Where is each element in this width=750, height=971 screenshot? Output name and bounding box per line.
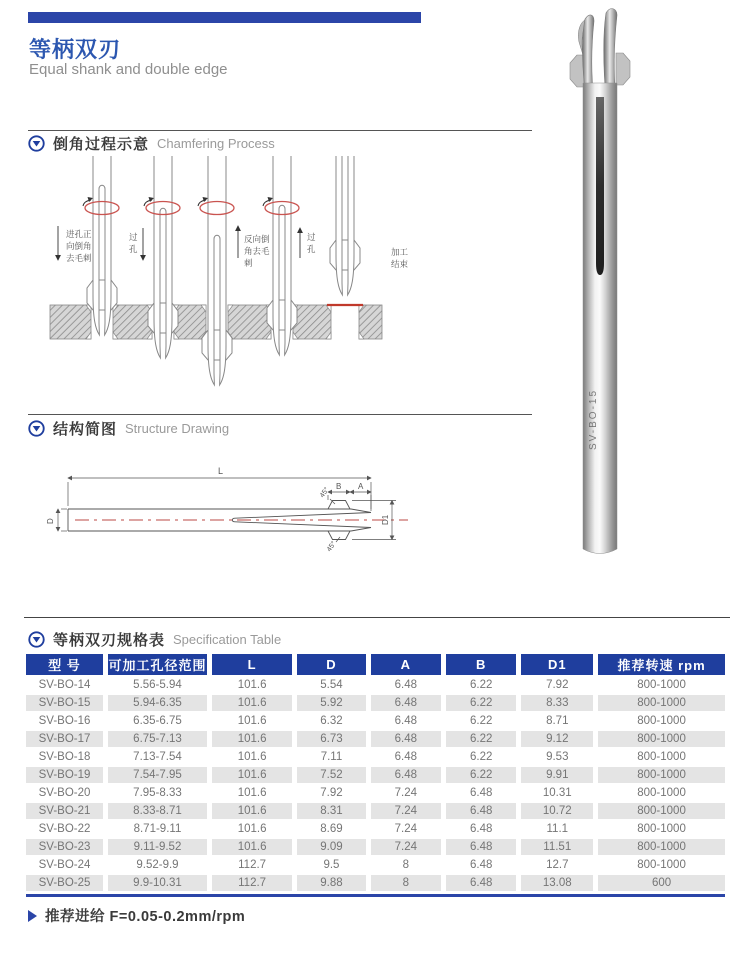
step3-label: 反向倒 [244,234,270,244]
shank-engraving: SV-BO-15 [588,388,599,450]
dim-B: B [336,482,342,491]
table-row [26,749,725,765]
spec-table [21,652,730,893]
table-header-row [26,654,725,675]
table-cell: 6.22 [446,749,516,765]
table-cell: 101.6 [212,839,292,855]
divider [28,130,532,131]
footnote [28,905,730,926]
table-cell: 9.11-9.52 [108,839,207,855]
table-cell: 9.12 [521,731,593,747]
table-cell: 6.48 [371,695,441,711]
table-cell: SV-BO-15 [26,695,103,711]
table-cell: 7.24 [371,821,441,837]
table-cell: 800-1000 [598,677,725,693]
tool-stage-2 [148,156,178,358]
table-cell: 6.48 [371,713,441,729]
table-cell: 6.48 [371,677,441,693]
table-row [26,731,725,747]
structure-drawing [40,452,440,572]
table-cell: 800-1000 [598,821,725,837]
table-cell: 8.71-9.11 [108,821,207,837]
rotation-arrow-icon [83,197,299,215]
divider [28,414,532,415]
step5-label: 加工 [391,247,409,257]
table-cell: 9.88 [297,875,365,891]
table-cell: 6.22 [446,731,516,747]
table-cell: SV-BO-16 [26,713,103,729]
col-hole-range: 可加工孔径范围 [108,654,207,675]
table-cell: 5.94-6.35 [108,695,207,711]
table-cell: 6.22 [446,677,516,693]
table-cell: 101.6 [212,677,292,693]
svg-text:孔: 孔 [129,244,138,254]
dim-A: A [358,482,364,491]
table-cell: 7.13-7.54 [108,749,207,765]
table-cell: 6.48 [446,785,516,801]
table-cell: 800-1000 [598,695,725,711]
table-cell: 101.6 [212,821,292,837]
table-row [26,677,725,693]
table-cell: 6.48 [446,821,516,837]
table-row [26,839,725,855]
table-cell: 112.7 [212,875,292,891]
table-cell: 600 [598,875,725,891]
table-cell: 8.33 [521,695,593,711]
spec-table-section [21,652,730,926]
section-title-cn: 倒角过程示意 [53,136,150,153]
table-cell: 6.48 [446,857,516,873]
table-cell: 6.32 [297,713,365,729]
spec-table-body [26,677,725,891]
page-title: 等柄双刃 [29,37,122,62]
tool-stage-3 [202,156,232,385]
table-cell: 13.08 [521,875,593,891]
section-title-en: Chamfering Process [157,136,275,151]
svg-text:刺: 刺 [244,258,253,268]
table-cell: 12.7 [521,857,593,873]
section-marker-icon [28,631,45,648]
section-title-cn: 等柄双刃规格表 [53,632,166,649]
table-cell: 6.48 [446,803,516,819]
table-cell: 8.31 [297,803,365,819]
col-L: L [212,654,292,675]
chamfering-process-diagram [20,156,440,406]
table-cell: 101.6 [212,803,292,819]
table-cell: 8.33-8.71 [108,803,207,819]
table-cell: SV-BO-23 [26,839,103,855]
table-cell: 7.92 [521,677,593,693]
svg-text:角去毛: 角去毛 [244,246,270,256]
col-D1: D1 [521,654,593,675]
table-cell: 7.54-7.95 [108,767,207,783]
svg-text:孔: 孔 [307,244,316,254]
table-cell: SV-BO-25 [26,875,103,891]
table-row [26,695,725,711]
page-subtitle: Equal shank and double edge [29,61,228,78]
table-row [26,875,725,891]
triangle-bullet-icon [28,910,37,922]
table-cell: 7.95-8.33 [108,785,207,801]
table-cell: 8 [371,857,441,873]
table-cell: 101.6 [212,785,292,801]
dim-D: D [46,518,55,524]
dim-angle-bottom: 45° [325,540,338,554]
table-row [26,821,725,837]
table-cell: 7.24 [371,785,441,801]
table-row [26,785,725,801]
svg-text:向倒角: 向倒角 [66,241,92,251]
table-cell: SV-BO-21 [26,803,103,819]
table-row [26,803,725,819]
table-cell: 6.48 [371,767,441,783]
table-cell: SV-BO-17 [26,731,103,747]
table-cell: 11.1 [521,821,593,837]
svg-text:去毛刺: 去毛刺 [66,253,92,263]
dim-L: L [218,466,224,476]
table-cell: 800-1000 [598,731,725,747]
table-cell: 101.6 [212,731,292,747]
table-cell: 101.6 [212,749,292,765]
col-D: D [297,654,365,675]
table-cell: 6.22 [446,767,516,783]
table-cell: 101.6 [212,767,292,783]
divider [24,617,730,618]
table-cell: 800-1000 [598,803,725,819]
table-cell: 9.9-10.31 [108,875,207,891]
table-row [26,767,725,783]
dim-angle-top: 45° [318,486,331,500]
table-cell: 7.24 [371,839,441,855]
table-cell: 800-1000 [598,785,725,801]
table-cell: 101.6 [212,695,292,711]
table-cell: 11.51 [521,839,593,855]
table-cell: 6.22 [446,695,516,711]
tool-slot [596,97,604,275]
svg-text:结束: 结束 [391,259,409,269]
table-cell: 6.48 [446,839,516,855]
table-cell: 800-1000 [598,857,725,873]
table-cell: 112.7 [212,857,292,873]
table-row [26,857,725,873]
section-title-en: Specification Table [173,632,282,647]
table-cell: 9.5 [297,857,365,873]
section-marker-icon [28,420,45,437]
table-cell: 6.48 [371,731,441,747]
table-row [26,713,725,729]
step1-label: 进孔正 [66,229,92,239]
table-cell: 800-1000 [598,767,725,783]
table-cell: 5.92 [297,695,365,711]
dim-D1: D1 [381,514,390,525]
tool-stage-4 [267,156,297,355]
table-cell: SV-BO-18 [26,749,103,765]
table-cell: SV-BO-20 [26,785,103,801]
table-cell: 9.91 [521,767,593,783]
table-cell: 7.52 [297,767,365,783]
step2-label: 过 [129,232,138,242]
dimension-labels [46,466,390,553]
col-rpm: 推荐转速 rpm [598,654,725,675]
table-cell: 800-1000 [598,749,725,765]
table-cell: 8.71 [521,713,593,729]
table-cell: 7.11 [297,749,365,765]
section-title-en: Structure Drawing [125,421,230,436]
section-header-structure [28,418,229,439]
table-bottom-border [26,894,725,897]
dimension-lines [58,478,396,542]
table-cell: 9.53 [521,749,593,765]
table-cell: 6.75-7.13 [108,731,207,747]
section-marker-icon [28,135,45,152]
table-cell: 7.24 [371,803,441,819]
table-cell: 800-1000 [598,839,725,855]
col-model: 型 号 [26,654,103,675]
col-A: A [371,654,441,675]
table-cell: 7.92 [297,785,365,801]
table-cell: 8.69 [297,821,365,837]
table-cell: 6.48 [446,875,516,891]
table-cell: 6.35-6.75 [108,713,207,729]
table-cell: 6.73 [297,731,365,747]
section-header-spec [28,629,281,650]
top-accent-bar [28,12,421,23]
table-cell: 8 [371,875,441,891]
col-B: B [446,654,516,675]
tool-stage-5 [330,156,360,295]
table-cell: 101.6 [212,713,292,729]
table-cell: 800-1000 [598,713,725,729]
footnote-text: 推荐进给 F=0.05-0.2mm/rpm [45,909,246,925]
section-title-cn: 结构简图 [53,421,118,438]
table-cell: 6.48 [371,749,441,765]
table-cell: SV-BO-24 [26,857,103,873]
table-cell: 9.09 [297,839,365,855]
tool-photo [550,5,670,565]
table-cell: SV-BO-14 [26,677,103,693]
step4-label: 过 [307,232,316,242]
section-header-process [28,133,275,154]
table-cell: 9.52-9.9 [108,857,207,873]
table-cell: 5.54 [297,677,365,693]
table-cell: 6.22 [446,713,516,729]
table-cell: SV-BO-22 [26,821,103,837]
table-cell: 5.56-5.94 [108,677,207,693]
table-cell: 10.31 [521,785,593,801]
table-cell: SV-BO-19 [26,767,103,783]
table-cell: 10.72 [521,803,593,819]
